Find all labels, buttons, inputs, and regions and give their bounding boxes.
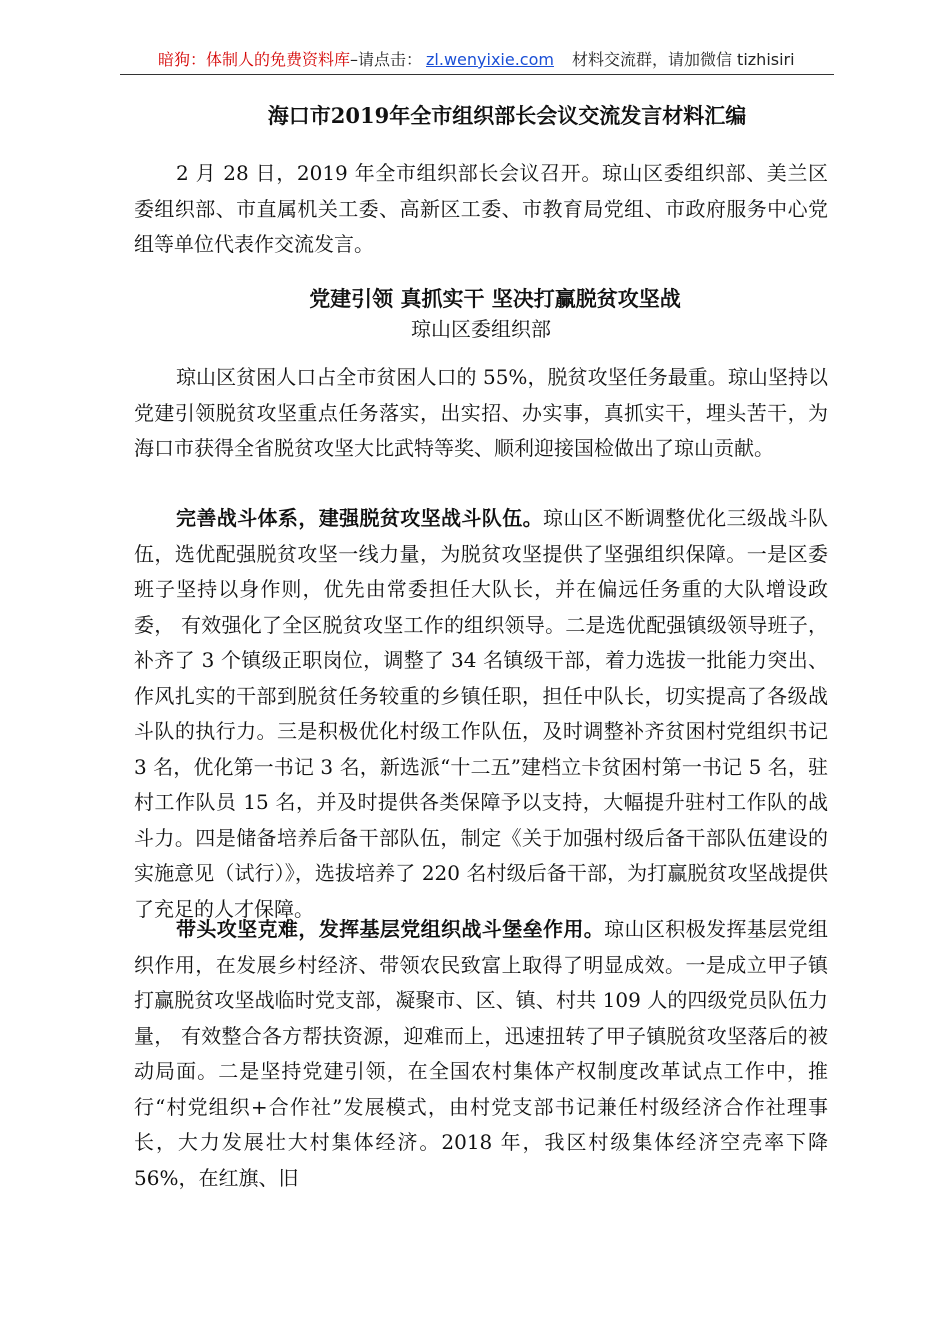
paragraph-2-lead: 完善战斗体系，建强脱贫攻坚战斗队伍。 xyxy=(176,506,543,530)
paragraph-3-lead: 带头攻坚克难，发挥基层党组织战斗堡垒作用。 xyxy=(176,917,605,941)
header-prompt: –请点击： xyxy=(350,50,423,69)
section-org: 琼山区委组织部 xyxy=(411,317,551,341)
header-link[interactable]: zl.wenyixie.com xyxy=(426,50,554,69)
document-title: 海口市2019年全市组织部长会议交流发言材料汇编 xyxy=(267,103,747,128)
section-paragraph-1: 琼山区贫困人口占全市贫困人口的 55%，脱贫攻坚任务最重。琼山坚持以党建引领脱贫攻坚重点任务落实，出实招、办实事，真抓实干，埋头苦干，为海口市获得全省脱贫攻坚大比武特等奖、顺利迎接国检做出了琼山贡献。 xyxy=(134,365,828,460)
section-paragraph-2 xyxy=(134,501,828,927)
intro-paragraph: 2 月 28 日，2019 年全市组织部长会议召开。琼山区委组织部、美兰区委组织部、市直属机关工委、高新区工委、市教育局党组、市政府服务中心党组等单位代表作交流发言。 xyxy=(134,161,828,256)
section-paragraph-3 xyxy=(134,912,828,1196)
paragraph-2-body: 琼山区不断调整优化三级战斗队伍，选优配强脱贫攻坚一线力量，为脱贫攻坚提供了坚强组织保障。一是区委班子坚持以身作则，优先由常委担任大队长，并在偏远任务重的大队增设政委， 有效强化了全区脱贫攻坚工作的组织领导。二是选优配强镇级领导班子，补齐了 3 个镇级正职岗位，调整了 34 名镇级干部，着力选拔一批能力突出、作风扎实的干部到脱贫任务较重的乡镇任职，担任中队长，切实提高了各级战斗队的执行力。三是积极优化村级工作队伍，及时调整补齐贫困村党组织书记 3 名，优化第一书记 3 名，新选派“十二五”建档立卡贫困村第一书记 5 名，驻村工作队员 15 名，并及时提供各类保障予以支持，大幅提升驻村工作队的战斗力。四是储备培养后备干部队伍，制定《关于加强村级后备干部队伍建设的实施意见（试行）》，选拔培养了 220 名村级后备干部，为打赢脱贫攻坚战提供了充足的人才保障。 xyxy=(134,506,829,921)
header-wechat-note: 材料交流群，请加微信 tizhisiri xyxy=(571,50,795,69)
page-header xyxy=(120,46,834,75)
paragraph-3-body: 琼山区积极发挥基层党组织作用，在发展乡村经济、带领农民致富上取得了明显成效。一是成立甲子镇打赢脱贫攻坚战临时党支部，凝聚市、区、镇、村共 109 人的四级党员队伍力量， 有效整合各方帮扶资源，迎难而上，迅速扭转了甲子镇脱贫攻坚落后的被动局面。二是坚持党建引领，在全国农村集体产权制度改革试点工作中，推行“村党组织+合作社”发展模式，由村党支部书记兼任村级经济合作社理事长，大力发展壮大村集体经济。2018 年，我区村级集体经济空壳率下降 56%，在红旗、旧 xyxy=(134,917,829,1190)
header-brand: 暗狗：体制人的免费资料库 xyxy=(158,50,351,69)
section-title: 党建引领 真抓实干 坚决打赢脱贫攻坚战 xyxy=(309,286,681,311)
